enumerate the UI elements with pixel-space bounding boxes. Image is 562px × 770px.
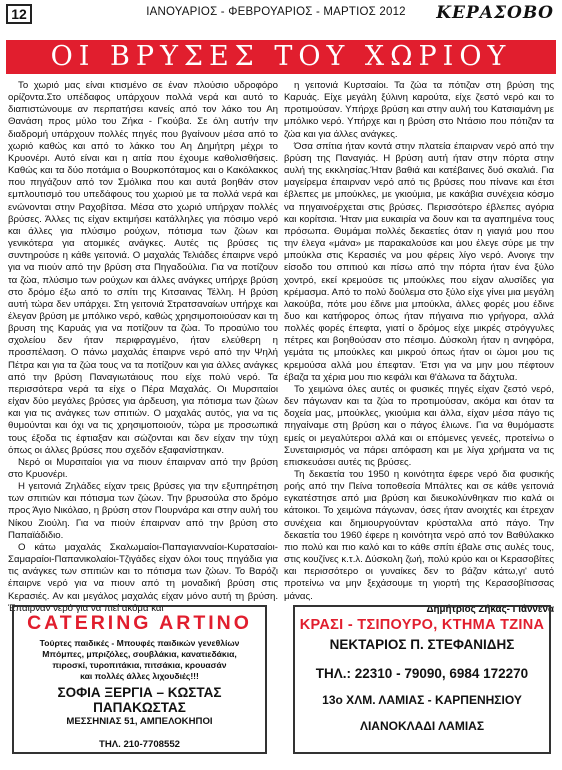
article-paragraph: Το χειμώνα όλες αυτές οι φυσικές πηγές είχαν ζεστό νερό, δεν πάγωναν και τα ζώα το προτιμούσαν, ακόμα και όταν τα δοχεία μας, μπούκλες, γκιούμια και άλλα, είχαν μέσα πάγο τις πηγαίναμε στη βρύση και ο πάγος έλιωνε. Για να θυμόμαστε εμείς οι μεγαλύτεροι αλλά και οι επόμενες γενεές, προτείνω ο Συνεταιρισμός να πάρει απόφαση και με λίγα χρήματα να τις επισκευάσει αυτές τις βρύσες. xyxy=(284,383,554,468)
winery-advertisement xyxy=(293,605,551,754)
issue-date: ΙΑΝΟΥΑΡΙΟΣ - ΦΕΒΡΟΥΑΡΙΟΣ - ΜΑΡΤΙΟΣ 2012 xyxy=(146,6,406,18)
ad-line: και πολλές άλλες λιχουδιές!!! xyxy=(80,671,199,682)
ad-description xyxy=(14,638,265,682)
article-column-left xyxy=(8,80,278,615)
ad-line: πιροσκί, τυροπιτάκια, πιτσάκια, κρουασάν xyxy=(52,660,227,671)
article-paragraph: Το χωριό μας είναι κτισμένο σε έναν πλούσιο υδροφόρο ορίζοντα.Στο υπέδαφος υπάρχουν πολλά νερά και αυτό το διαπιστώνουμε αν περπατήσει κανείς από τον λάκο του Αη Θανάση προς μύλο του Ζήκα - Γκούβα. Σε όλη αυτήν την διαδρομή υπάρχουν πολλές πηγές που βγαίνουν μέσα από το χωριό καθώς και από το λάκκο του Αη Δημήτρη μέχρι το Κρυονέρι. Αυτό είναι και η αιτία που έχουμε καθολισθήσεις. Καθώς και τα δύο ποτάμια ο Βουρκοπόταμος και ο Κακόλακκος που πηγάζουν από τον Σμόλικα που και αυτά βοηθάν στον εμπλουτισμό του υπεδάφους του χωριού με τα πολλά νερά και ενώνονται στην Ραχοβίτσα. Μέσα στο χωριό υπήρχαν πολλές βρύσες. Άλλες τις είχαν εκτιμήσει κατάλληλες για πόσιμο νερό και άλλες για πλύσιμο ρούχων, πότισμα των ζώων και γενικότερα για ατομικές ανάγκες. Αυτές τις βρύσες τις συντηρούσε η κάθε γειτονιά. Ο μαχαλάς Τελιάδες έπαιρνε νερό για να πιούν από την βρύση στα Πηγαδούλια. Για να ποτίζουν τα ζώα, πλύσιμο των ρούχων και άλλες ανάγκες υπήρχε βρύση στο δρόμο έξω από το σπίτι της Κιτσαινας Τέλλη. Η βρύση αυτή τώρα δεν υπάρχει. Στη γειτονιά Στρατσαναίων υπήρχε και έλεγαν βρύση με μπόλικο νερό, καθώς χρησιμοποιούσαν και τη βρυση της Καρυάς για να ποτίζουν τα ζώα. Το προαύλιο του σχολείου δεν ήταν περιφραγμένο, ήταν ελεύθερη η προσπέλαση. Ο πάνω μαχαλάς έπαιρνε νερό από την Ψηλή Πέτρα και για τα ζώα τους να τα ποτίζουν και για άλλες ανάγκες από την βρύση Παναγιωτάιους που είχε πολύ νερό. Τα περισσότερα νερά τα είχε ο Πέρα Μαχαλάς. Οι Μυρσιταίοι είχαν δύο μεγάλες βρύσες για άρδευση, για πότισμα των ζώων και για τις ανάγκες των σπιτιών. Ο μαχαλάς αυτός, για να τις θυμούνται και όχι να τις χρησιμοποιούν, τώρα με προσωπικά τους έξοδα τις έφτιαξαν και σώζονται και δεν είχαν την τύχη όπως οι άλλες βρύσες που σχεδόν εξαφανίστηκαν. xyxy=(8,80,278,456)
ad-owner-name: ΝΕΚΤΑΡΙΟΣ Π. ΣΤΕΦΑΝΙΔΗΣ xyxy=(329,637,515,652)
article-paragraph: Ο κάτω μαχαλάς Σκαλωμαίοι-Παπαγιανναίοι-Κυρατσαίοι-Σαμαραίοι-Παπανικολαίοι-Τζιγάδες είχαν όλοι τους πηγάδια για τις ανάγκες των σπιτιών και το πότισμα των ζώων. Το Βαρόζι έπαιρνε νερό για να πιουν από τη μοναδική βρύση στις Κερασιές. Αν και μεγάλος μαχαλάς είχαν μόνο αυτή τη βρύση. Έπαιρναν νερό για να πιεί ακόμα και xyxy=(8,541,278,614)
article-paragraph: Τη δεκαετία του 1950 η κοινότητα έφερε νερό δια φυσικής ροής από την Πείνα τοποθεσία Μπάλτες και σε κάθε γειτονιά εγκατέστησε από μια βρύση και διευκολύνθηκαν πιο καλά οι κάτοικοι. Το χειμώνα πάγωναν, όσες ήταν ανοιχτές και έτρεχαν συνέχεια και δημιουργούνταν κρύσταλλα από πάγο. Την δεκαετία του 1960 έφερε η κοινότητα νερό από τον Βαθύλακκο πιο πολύ και πιο καλό και το κάθε σπίτι έβαλε στις αυλές τους, στις κουζίνες κ.τ.λ. Δύσκολη ζωή, πολύ κρύο και οι Κερασοβίτες και περισσότερο οι γυναίκες δεν το βάζαν κάτω,γι' αυτό προτείνω να μην ξεχάσουμε τη γιορτή της Κερασοβίτισσας μάνας. xyxy=(284,469,554,602)
ad-address: ΜΕΣΣΗΝΙΑΣ 51, ΑΜΠΕΛΟΚΗΠΟΙ xyxy=(66,716,213,728)
ad-line: Μπόμπες, μπριζόλες, σουβλάκια, κανατιεδάκια, xyxy=(42,649,237,660)
article-paragraph: η γειτονιά Κυρτσαίοι. Τα ζώα τα πότιζαν στη βρύση της Καρυάς. Είχε μεγάλη ξύλινη καρούτα, είχε ζεστό νερό και το προτιμούσαν. Υπήρχε βρύση και στην αυλή του Κατσιαμάνη με μπόλικο νερό. Υπήρχε και η βρύση στο Ντάσιο που πότιζαν τα ζώα και για άλλες ανάγκες. xyxy=(284,80,554,140)
ad-location: ΛΙΑΝΟΚΛΑΔΙ ΛΑΜΙΑΣ xyxy=(359,719,485,733)
page-number: 12 xyxy=(6,4,32,24)
ad-phone: ΤΗΛ. 210-7708552 xyxy=(98,739,181,751)
article-paragraph: Νερό οι Μυρσιταίοι για να πιουν έπαιρναν από την βρύση στο Κρυονέρι. xyxy=(8,456,278,480)
page-header xyxy=(6,4,556,24)
article-signature: Δημήτριος Ζήκας- Γιάννενα xyxy=(426,603,554,615)
ad-owner-names: ΣΟΦΙΑ ΞΕΡΓΙΑ – ΚΩΣΤΑΣ ΠΑΠΑΚΩΣΤΑΣ xyxy=(57,685,222,716)
catering-advertisement xyxy=(12,605,267,754)
article-title: ΟΙ ΒΡΥΣΕΣ ΤΟΥ ΧΩΡΙΟΥ ΜΑΣ xyxy=(6,40,556,74)
ad-line: Τούρτες παιδικές - Μπουφές παιδικών γενεθλίων xyxy=(39,638,240,648)
ad-phone: ΤΗΛ.: 22310 - 79090, 6984 172270 xyxy=(315,666,529,681)
article-paragraph: Η γειτονιά Ζηλάδες είχαν τρεις βρύσες για την εξυπηρέτηση των σπιτιών και πότισμα των ζώων. Την βρυσούλα στο δρόμο προς Άγιο Νικόλαο, η βρύση στον Πουρνάρα και στην αυλή του Νίκου Ζιούλη. Για να πιούν έπαιρναν από την βρύση στο Παπαϊάδιδιο. xyxy=(8,481,278,541)
article-column-right xyxy=(284,80,554,616)
ad-address: 13ο ΧΛΜ. ΛΑΜΙΑΣ - ΚΑΡΠΕΝΗΣΙΟΥ xyxy=(322,693,522,707)
ad-title: CATERING ARTINO xyxy=(27,612,252,634)
ad-title: ΚΡΑΣΙ - ΤΣΙΠΟΥΡΟ, ΚΤΗΜΑ ΤΖΙΝΑ xyxy=(299,617,545,633)
article-paragraph: Όσα σπίτια ήταν κοντά στην πλατεία έπαιρναν νερό από την βρύση της Παναγιάς. Η βρύση αυτή ήταν στην πόρτα στην αυλή της εκκλησίας.Ήταν βαθιά και κατέβαινες δυό σκαλιά. Για μαγείρεμα έπαιρναν νερό από τις βρύσες που πίνανε και έτσι έβλεπες με μπούκλες, με γκιούμια, με κακάβια συνέχεια κόσμο να πηγαινοέρχεται στις βρύσες. Περισσότερο έβλεπες αγόρια και κορίτσια. Ήταν μια ευκαιρία να δουν και τα αγαπημένα τους πρόσωπα. Θυμάμαι πολλές δεκαετίες όταν η γιαγιά μου που την έλεγα «μάνα» με παρακαλούσε και μου έλεγε σύρε με την μπούκλα στις Κερασιές να μου φέρεις λίγο νερό. Ανοιγε την είσοδο του σπιτιού και πίσω από την πόρτα ήταν ένα ξύλο χοντρό, εκεί κρεμούσε τις μπούκλες που είχαν αλυσίδες για κρέμασμα. Από το πολύ δούλεμα στο ξύλο είχε γίνει μια μεγάλη λακούβα, πότε μου έδινε μια μπούκλα, άλλες φορές μου έδινε δυο και κατήφορος όπως ήταν πήγαινα πιο γρήγορα, αλλά πολλές φορές έπεφτα, γιατί ο δρόμος είχε μικρές στρόγγυλες πέτρες και βοηθούσαν στο πέσιμο. Δύσκολη ήταν η ανηφόρα, γεμάτα τις μπούκλες και μικρού όπως ήταν οι ώμοι μου τις κρεμούσα αλλά μου έπεφταν. Έτσι για να μην μου πέφτουν έβαζα τα χέρια μου πιο κεφάλι και θ'άλωνα τα δάχτυλα. xyxy=(284,140,554,383)
newspaper-brand: ΚΕΡΑΣΟΒΟ xyxy=(436,3,554,23)
